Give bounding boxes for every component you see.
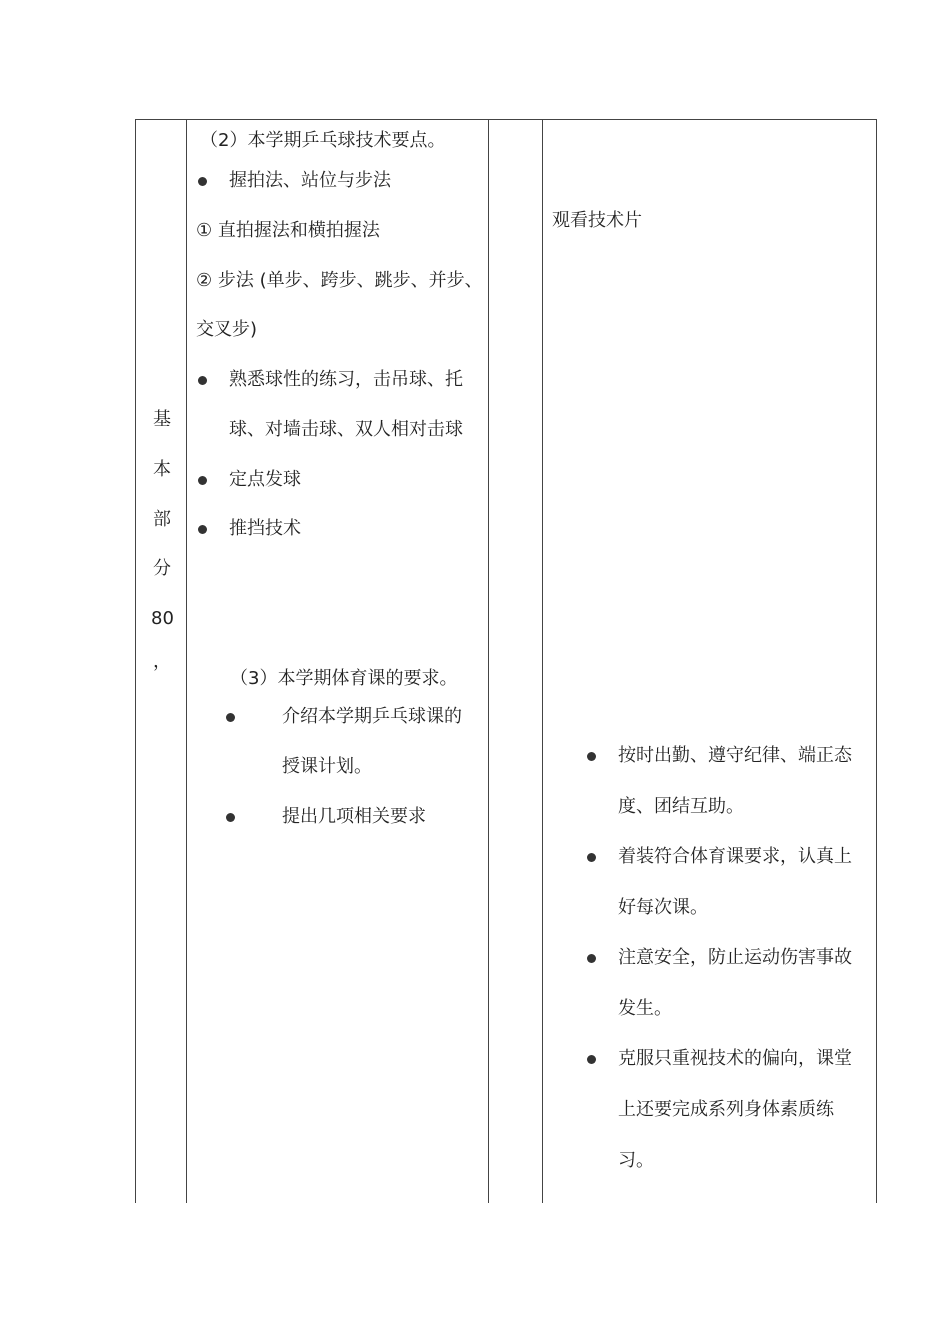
rule-safety-line1: 注意安全，防止运动伤害事故 xyxy=(618,947,852,968)
rule-fitness-line1: 克服只重视技术的偏向，课堂 xyxy=(618,1048,852,1069)
bullet-block-push: 推挡技术 xyxy=(229,518,301,539)
table-left-border xyxy=(135,119,136,1203)
bullet-icon xyxy=(587,954,596,963)
bullet-grip-footwork: 握拍法、站位与步法 xyxy=(229,170,391,191)
rule-fitness-line3: 习。 xyxy=(618,1150,654,1171)
section-label-char: 分 xyxy=(153,558,171,579)
rule-attendance-line2: 度、团结互助。 xyxy=(618,796,744,817)
column-divider-2 xyxy=(488,119,489,1203)
section-label-char: 部 xyxy=(153,509,171,530)
rule-safety-line2: 发生。 xyxy=(618,998,672,1019)
bullet-icon xyxy=(198,177,207,186)
table-right-border xyxy=(876,119,877,1203)
bullet-icon xyxy=(198,376,207,385)
section-label-minutes: 80 xyxy=(151,608,174,629)
req-related: 提出几项相关要求 xyxy=(282,806,426,827)
rule-attire-line1: 着装符合体育课要求，认真上 xyxy=(618,846,852,867)
heading-pe-requirements: （3）本学期体育课的要求。 xyxy=(230,668,458,689)
sub-item-grip: ① 直拍握法和横拍握法 xyxy=(196,220,380,241)
watch-videos: 观看技术片 xyxy=(552,210,642,231)
req-plan-line1: 介绍本学期乒乓球课的 xyxy=(282,706,462,727)
column-divider-3 xyxy=(542,119,543,1203)
bullet-ball-feel-line1: 熟悉球性的练习，击吊球、托 xyxy=(229,369,463,390)
sub-item-footwork-line1: ② 步法 (单步、跨步、跳步、并步、 xyxy=(196,270,483,291)
rule-attendance-line1: 按时出勤、遵守纪律、端正态 xyxy=(618,745,852,766)
section-label-char: ， xyxy=(153,651,171,672)
bullet-icon xyxy=(198,525,207,534)
rule-attire-line2: 好每次课。 xyxy=(618,897,708,918)
bullet-icon xyxy=(587,752,596,761)
req-plan-line2: 授课计划。 xyxy=(282,756,372,777)
bullet-icon xyxy=(226,813,235,822)
heading-technique-points: （2）本学期乒乓球技术要点。 xyxy=(200,130,446,151)
section-label-char: 本 xyxy=(153,459,171,480)
bullet-icon xyxy=(587,853,596,862)
bullet-icon xyxy=(198,476,207,485)
bullet-fixed-serve: 定点发球 xyxy=(229,469,301,490)
sub-item-footwork-line2: 交叉步) xyxy=(196,319,258,340)
bullet-ball-feel-line2: 球、对墙击球、双人相对击球 xyxy=(229,419,463,440)
section-label-char: 基 xyxy=(153,409,171,430)
bullet-icon xyxy=(587,1055,596,1064)
column-divider-1 xyxy=(186,119,187,1203)
table-top-border xyxy=(135,119,877,120)
rule-fitness-line2: 上还要完成系列身体素质练 xyxy=(618,1099,834,1120)
bullet-icon xyxy=(226,713,235,722)
